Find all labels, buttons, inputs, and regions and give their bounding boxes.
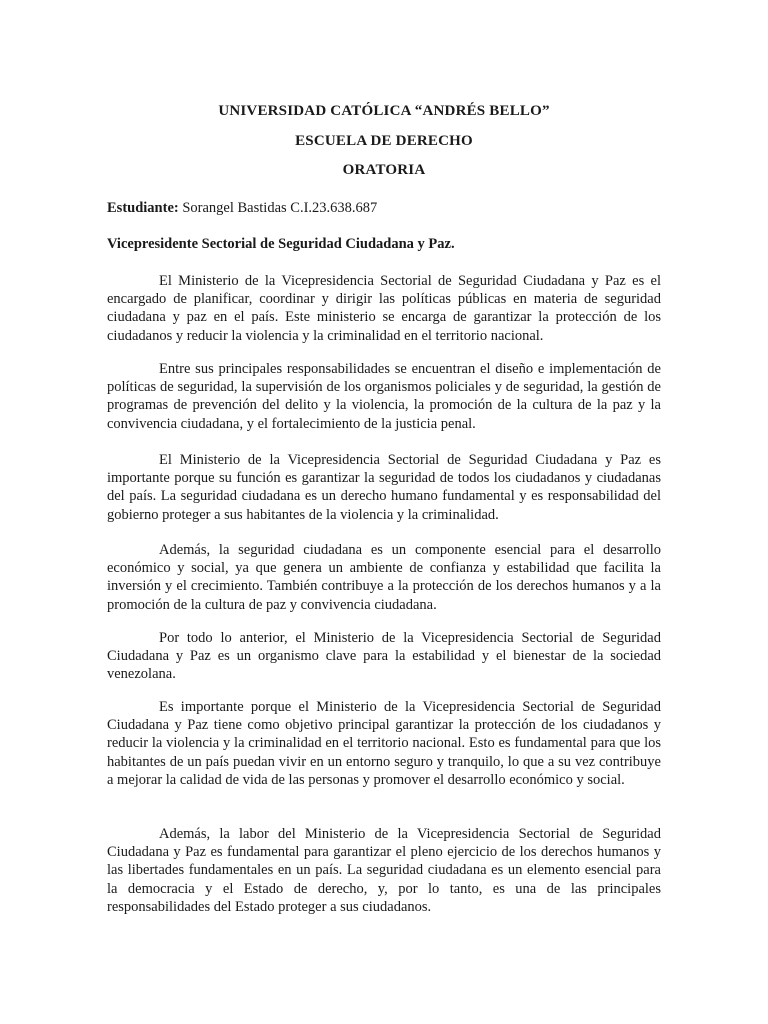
paragraph-6: Es importante porque el Ministerio de la Vicepresidencia Sectorial de Seguridad Ciudadana y Paz tiene como objetivo principal garantizar la protección de los ciudadanos y reducir la violencia y la criminalidad en el territorio nacional. Esto es fundamental para que los habitantes de un país puedan vivir en un entorno seguro y tranquilo, lo que a su vez contribuye a mejorar la calidad de vida de las personas y promover el desarrollo económico y social. [107, 699, 661, 788]
student-value: Sorangel Bastidas C.I.23.638.687 [182, 200, 378, 216]
university-name: UNIVERSIDAD CATÓLICA “ANDRÉS BELLO” [218, 103, 550, 119]
course-name: ORATORIA [342, 162, 426, 178]
paragraph-3: El Ministerio de la Vicepresidencia Sectorial de Seguridad Ciudadana y Paz es importante porque su función es garantizar la seguridad de todos los ciudadanos y ciudadanas del país. La seguridad ciudadana es un derecho humano fundamental y es responsabilidad del gobierno proteger a sus habitantes de la violencia y la criminalidad. [107, 452, 661, 523]
school-name: ESCUELA DE DERECHO [295, 133, 473, 149]
paragraph-4: Además, la seguridad ciudadana es un componente esencial para el desarrollo económico y social, ya que genera un ambiente de confianza y estabilidad que facilita la inversión y el crecimiento. También contribuye a la protección de los derechos humanos y a la promoción de la cultura de paz y convivencia ciudadana. [107, 542, 661, 613]
paragraph-1: El Ministerio de la Vicepresidencia Sectorial de Seguridad Ciudadana y Paz es el encargado de planificar, coordinar y dirigir las políticas públicas en materia de seguridad ciudadana y paz en el país. Este ministerio se encarga de garantizar la protección de los ciudadanos y reducir la violencia y la criminalidad en el territorio nacional. [107, 273, 661, 344]
student-line [107, 200, 377, 217]
paragraph-7: Además, la labor del Ministerio de la Vicepresidencia Sectorial de Seguridad Ciudadana y Paz es fundamental para garantizar el pleno ejercicio de los derechos humanos y las libertades fundamentales en un país. La seguridad ciudadana es un elemento esencial para la democracia y el Estado de derecho, y, por lo tanto, es una de las principales responsabilidades del Estado proteger a sus ciudadanos. [107, 826, 661, 915]
paragraph-5: Por todo lo anterior, el Ministerio de la Vicepresidencia Sectorial de Seguridad Ciudadana y Paz es un organismo clave para la estabilidad y el bienestar de la sociedad venezolana. [107, 630, 661, 683]
paragraph-2: Entre sus principales responsabilidades se encuentran el diseño e implementación de políticas de seguridad, la supervisión de los organismos policiales y de seguridad, la gestión de programas de prevención del delito y la violencia, la promoción de la cultura de la paz y la convivencia ciudadana, y el fortalecimiento de la justicia penal. [107, 361, 661, 432]
section-title: Vicepresidente Sectorial de Seguridad Ciudadana y Paz. [107, 236, 455, 252]
student-label: Estudiante: [107, 200, 179, 216]
